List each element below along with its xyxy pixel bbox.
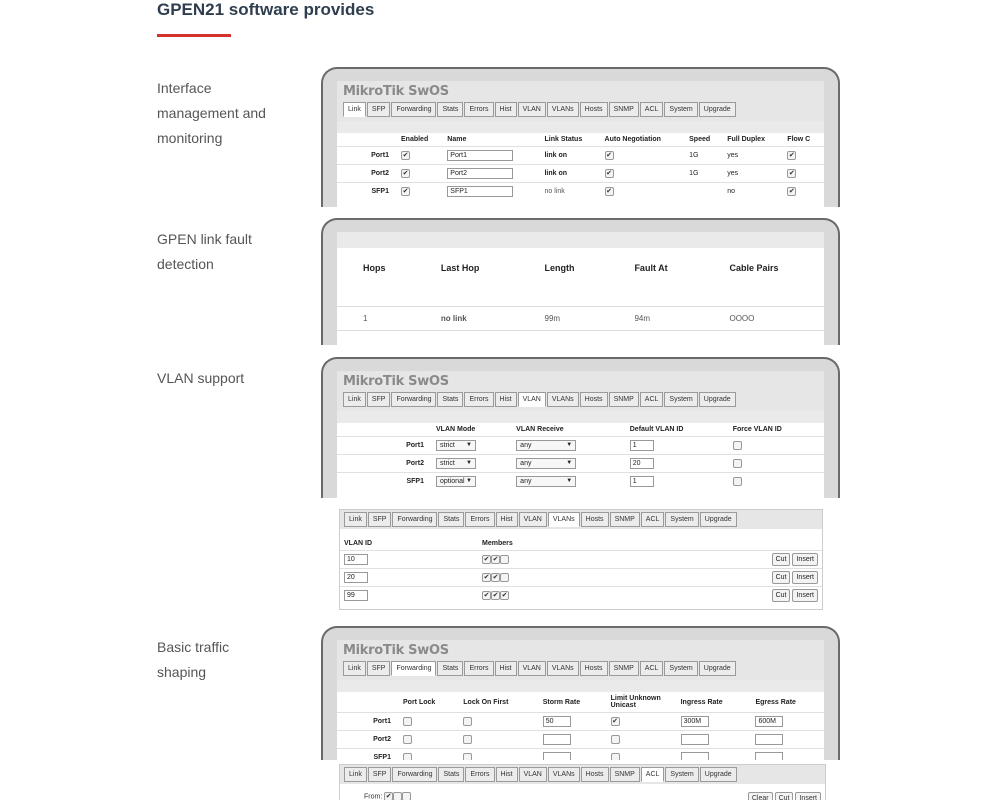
fault-screenshot bbox=[321, 218, 840, 345]
auto-negotiation-checkbox[interactable]: ✔ bbox=[606, 170, 612, 177]
tab-forwarding[interactable]: Forwarding bbox=[391, 102, 436, 117]
col-members: Members bbox=[482, 540, 513, 547]
auto-negotiation-checkbox[interactable]: ✔ bbox=[606, 152, 612, 159]
tab-link[interactable]: Link bbox=[343, 661, 366, 676]
tab-link[interactable]: Link bbox=[344, 767, 367, 782]
port-label: Port1 bbox=[337, 147, 397, 165]
col-speed: Speed bbox=[689, 136, 711, 143]
feature-label-fault: GPEN link fault detection bbox=[157, 231, 252, 272]
tab-vlan[interactable]: VLAN bbox=[519, 512, 547, 527]
link-status: link on bbox=[540, 165, 600, 183]
auto-negotiation-checkbox[interactable]: ✔ bbox=[606, 188, 612, 196]
forwarding-screenshot bbox=[321, 626, 840, 760]
acl-row bbox=[340, 784, 825, 800]
speed-value bbox=[685, 183, 723, 201]
tab-acl[interactable]: ACL bbox=[640, 392, 664, 407]
table-row bbox=[337, 731, 824, 749]
cut-button[interactable]: Cut bbox=[772, 571, 791, 584]
port-label: SFP1 bbox=[337, 473, 432, 491]
tab-hosts[interactable]: Hosts bbox=[581, 512, 609, 527]
tab-system[interactable]: System bbox=[664, 102, 697, 117]
limit-unknown-unicast-checkbox[interactable] bbox=[611, 735, 620, 744]
tab-snmp[interactable]: SNMP bbox=[609, 392, 639, 407]
port-label: Port1 bbox=[337, 713, 399, 731]
tab-bar bbox=[343, 661, 818, 676]
port-label: SFP1 bbox=[337, 183, 397, 201]
member-checkbox[interactable]: ✔ bbox=[483, 574, 490, 581]
tab-upgrade[interactable]: Upgrade bbox=[699, 102, 736, 117]
tab-system[interactable]: System bbox=[665, 512, 698, 527]
name-input[interactable]: Port1 bbox=[447, 150, 513, 161]
tab-snmp[interactable]: SNMP bbox=[610, 512, 640, 527]
tab-errors[interactable]: Errors bbox=[465, 767, 494, 782]
tab-acl[interactable]: ACL bbox=[641, 512, 665, 527]
from-label: From: bbox=[364, 792, 383, 800]
tab-hist[interactable]: Hist bbox=[496, 512, 518, 527]
table-row bbox=[337, 713, 824, 731]
port-label: Port2 bbox=[337, 455, 432, 473]
port-label: Port1 bbox=[337, 437, 432, 455]
table-row bbox=[337, 749, 824, 761]
tab-forwarding[interactable]: Forwarding bbox=[392, 767, 437, 782]
link-status: link on bbox=[540, 147, 600, 165]
col-force-vlan-id: Force VLAN ID bbox=[732, 426, 782, 433]
link-table bbox=[337, 133, 824, 201]
swos-logo: MikroTik SwOS bbox=[343, 374, 449, 389]
feature-label-interface: Interface management and monitoring bbox=[157, 80, 266, 146]
hops-value: 1 bbox=[337, 306, 415, 330]
tab-hosts[interactable]: Hosts bbox=[581, 767, 609, 782]
table-row bbox=[340, 587, 822, 605]
link-screenshot bbox=[321, 67, 840, 207]
vlan-table bbox=[337, 423, 824, 491]
cut-button[interactable]: Cut bbox=[772, 589, 791, 602]
feature-label-vlan: VLAN support bbox=[157, 370, 245, 386]
storm-rate-input[interactable]: 50 bbox=[543, 716, 571, 727]
ingress-rate-input[interactable] bbox=[681, 734, 709, 745]
storm-rate-input[interactable] bbox=[543, 734, 571, 745]
col-vlan-id: VLAN ID bbox=[344, 540, 372, 547]
tab-errors[interactable]: Errors bbox=[464, 102, 493, 117]
insert-button[interactable]: Insert bbox=[792, 553, 818, 566]
tab-hosts[interactable]: Hosts bbox=[580, 392, 608, 407]
feature-label-shaping: Basic traffic shaping bbox=[157, 639, 230, 680]
tab-forwarding[interactable]: Forwarding bbox=[391, 392, 436, 407]
tab-vlan[interactable]: VLAN bbox=[518, 102, 546, 117]
vlan-id-input[interactable]: 99 bbox=[344, 590, 368, 601]
member-checkbox[interactable]: ✔ bbox=[483, 556, 490, 563]
dropdown-arrow-icon: ▼ bbox=[466, 478, 472, 485]
egress-rate-input[interactable] bbox=[755, 734, 783, 745]
port-lock-checkbox[interactable] bbox=[403, 753, 412, 760]
swos-header bbox=[337, 81, 824, 121]
tab-vlans[interactable]: VLANs bbox=[547, 661, 579, 676]
col-port-lock: Port Lock bbox=[403, 698, 436, 706]
default-vlan-id-input[interactable]: 20 bbox=[630, 458, 654, 469]
tab-snmp[interactable]: SNMP bbox=[609, 661, 639, 676]
acl-panel bbox=[339, 764, 826, 800]
ingress-rate-input[interactable] bbox=[681, 752, 709, 760]
vlans-panel bbox=[339, 509, 823, 610]
tab-vlan[interactable]: VLAN bbox=[518, 661, 546, 676]
tab-sfp[interactable]: SFP bbox=[368, 767, 392, 782]
table-row bbox=[340, 551, 822, 569]
tab-link[interactable]: Link bbox=[343, 102, 366, 117]
col-lock-on-first: Lock On First bbox=[463, 698, 509, 706]
force-vlan-id-checkbox[interactable] bbox=[733, 441, 742, 450]
tab-system[interactable]: System bbox=[664, 392, 697, 407]
cut-button[interactable]: Cut bbox=[772, 553, 791, 566]
col-default-vlan-id: Default VLAN ID bbox=[629, 426, 684, 433]
col-cable-pairs: Cable Pairs bbox=[729, 263, 779, 273]
col-storm-rate: Storm Rate bbox=[542, 698, 581, 706]
table-row bbox=[337, 455, 824, 473]
tab-sfp[interactable]: SFP bbox=[367, 102, 391, 117]
cable-pairs-value: OOOO bbox=[703, 306, 824, 330]
tab-vlans[interactable]: VLANs bbox=[548, 767, 580, 782]
tab-stats[interactable]: Stats bbox=[437, 392, 463, 407]
tab-bar bbox=[344, 767, 821, 782]
port-label: Port2 bbox=[337, 165, 397, 183]
col-ingress-rate: Ingress Rate bbox=[680, 698, 723, 706]
speed-value: 1G bbox=[685, 147, 723, 165]
lock-on-first-checkbox[interactable] bbox=[463, 735, 472, 744]
tab-system[interactable]: System bbox=[665, 767, 698, 782]
tab-acl[interactable]: ACL bbox=[640, 661, 664, 676]
tab-bar bbox=[343, 392, 818, 407]
col-flow-control: Flow C bbox=[787, 136, 811, 143]
enabled-checkbox[interactable]: ✔ bbox=[402, 152, 409, 159]
col-enabled: Enabled bbox=[401, 136, 429, 143]
col-egress-rate: Egress Rate bbox=[755, 698, 796, 706]
member-checkbox[interactable] bbox=[500, 573, 509, 582]
limit-unknown-unicast-checkbox[interactable]: ✔ bbox=[612, 718, 619, 725]
link-status: no link bbox=[540, 183, 600, 201]
name-input[interactable]: SFP1 bbox=[447, 186, 513, 197]
flow-control-checkbox[interactable]: ✔ bbox=[788, 152, 795, 159]
heading-underline bbox=[157, 34, 231, 37]
member-checkbox[interactable]: ✔ bbox=[492, 574, 499, 581]
member-checkbox[interactable] bbox=[500, 555, 509, 564]
tab-upgrade[interactable]: Upgrade bbox=[700, 512, 737, 527]
default-vlan-id-input[interactable]: 1 bbox=[630, 476, 654, 487]
fault-at-value: 94m bbox=[608, 306, 703, 330]
col-full-duplex: Full Duplex bbox=[727, 136, 765, 143]
tab-hist[interactable]: Hist bbox=[496, 767, 518, 782]
dropdown-arrow-icon: ▼ bbox=[566, 442, 573, 448]
tab-errors[interactable]: Errors bbox=[464, 661, 493, 676]
tab-hist[interactable]: Hist bbox=[495, 392, 517, 407]
swos-logo: MikroTik SwOS bbox=[343, 84, 449, 99]
tab-errors[interactable]: Errors bbox=[465, 512, 494, 527]
force-vlan-id-checkbox[interactable] bbox=[733, 477, 742, 486]
force-vlan-id-checkbox[interactable] bbox=[733, 459, 742, 468]
tab-forwarding[interactable]: Forwarding bbox=[392, 512, 437, 527]
vlan-id-input[interactable]: 20 bbox=[344, 572, 368, 583]
tab-bar bbox=[343, 102, 818, 117]
tab-hist[interactable]: Hist bbox=[495, 102, 517, 117]
vlan-mode-select[interactable]: strict ▼ bbox=[436, 440, 476, 451]
length-value: 99m bbox=[519, 306, 609, 330]
col-length: Length bbox=[544, 263, 575, 273]
member-checkbox[interactable]: ✔ bbox=[483, 592, 490, 600]
name-input[interactable]: Port2 bbox=[447, 168, 513, 179]
dropdown-arrow-icon: ▼ bbox=[466, 442, 472, 448]
tab-system[interactable]: System bbox=[664, 661, 697, 676]
tab-acl[interactable]: ACL bbox=[640, 102, 664, 117]
clear-button[interactable]: Clear bbox=[748, 792, 773, 800]
col-link-status: Link Status bbox=[544, 136, 583, 143]
col-last-hop: Last Hop bbox=[440, 263, 480, 273]
table-row bbox=[337, 147, 824, 165]
vlan-id-input[interactable]: 10 bbox=[344, 554, 368, 565]
tab-stats[interactable]: Stats bbox=[438, 767, 464, 782]
vlans-table bbox=[340, 537, 822, 605]
from-checkbox[interactable] bbox=[402, 792, 411, 800]
fault-table bbox=[337, 248, 824, 331]
col-fault-at: Fault At bbox=[634, 263, 668, 273]
member-checkbox[interactable]: ✔ bbox=[501, 592, 508, 600]
tab-bar bbox=[344, 512, 818, 527]
tab-sfp[interactable]: SFP bbox=[367, 661, 391, 676]
vlan-mode-select[interactable]: strict ▼ bbox=[436, 458, 476, 469]
storm-rate-input[interactable] bbox=[543, 752, 571, 760]
tab-snmp[interactable]: SNMP bbox=[610, 767, 640, 782]
dropdown-arrow-icon: ▼ bbox=[566, 460, 573, 466]
tab-vlan[interactable]: VLAN bbox=[518, 392, 546, 407]
tab-hist[interactable]: Hist bbox=[495, 661, 517, 676]
insert-button[interactable]: Insert bbox=[795, 792, 821, 800]
table-row bbox=[337, 437, 824, 455]
tab-upgrade[interactable]: Upgrade bbox=[699, 392, 736, 407]
table-row bbox=[337, 306, 824, 330]
tab-upgrade[interactable]: Upgrade bbox=[700, 767, 737, 782]
enabled-checkbox[interactable]: ✔ bbox=[402, 170, 409, 177]
tab-sfp[interactable]: SFP bbox=[368, 512, 392, 527]
from-checkbox[interactable]: ✔ bbox=[385, 792, 392, 800]
ingress-rate-input[interactable]: 300M bbox=[681, 716, 709, 727]
tab-stats[interactable]: Stats bbox=[438, 512, 464, 527]
table-row bbox=[337, 183, 824, 201]
vlan-receive-select[interactable]: any ▼ bbox=[516, 458, 576, 469]
table-row bbox=[337, 473, 824, 491]
default-vlan-id-input[interactable]: 1 bbox=[630, 440, 654, 451]
tab-acl[interactable]: ACL bbox=[641, 767, 665, 782]
tab-link[interactable]: Link bbox=[344, 512, 367, 527]
swos-logo: MikroTik SwOS bbox=[343, 643, 449, 658]
col-vlan-mode: VLAN Mode bbox=[436, 426, 476, 433]
tab-stats[interactable]: Stats bbox=[437, 661, 463, 676]
port-lock-checkbox[interactable] bbox=[403, 717, 412, 726]
dropdown-arrow-icon: ▼ bbox=[566, 478, 573, 485]
speed-value: 1G bbox=[685, 165, 723, 183]
limit-unknown-unicast-checkbox[interactable] bbox=[611, 753, 620, 760]
dropdown-arrow-icon: ▼ bbox=[466, 460, 472, 466]
last-hop-value: no link bbox=[415, 306, 519, 330]
page-title: GPEN21 software provides bbox=[157, 0, 375, 19]
col-auto-negotiation: Auto Negotiation bbox=[604, 136, 661, 143]
member-checkbox[interactable]: ✔ bbox=[492, 556, 499, 563]
enabled-checkbox[interactable]: ✔ bbox=[402, 188, 409, 196]
vlan-receive-select[interactable]: any ▼ bbox=[516, 476, 576, 487]
col-name: Name bbox=[447, 136, 467, 143]
duplex-value: yes bbox=[723, 165, 783, 183]
tab-hosts[interactable]: Hosts bbox=[580, 661, 608, 676]
tab-link[interactable]: Link bbox=[343, 392, 366, 407]
col-vlan-receive: VLAN Receive bbox=[516, 426, 564, 433]
insert-button[interactable]: Insert bbox=[792, 589, 818, 602]
table-row bbox=[340, 569, 822, 587]
egress-rate-input[interactable]: 600M bbox=[755, 716, 783, 727]
tab-forwarding[interactable]: Forwarding bbox=[391, 661, 436, 676]
duplex-value: yes bbox=[723, 147, 783, 165]
egress-rate-input[interactable] bbox=[755, 752, 783, 760]
tab-vlans[interactable]: VLANs bbox=[547, 392, 579, 407]
tab-errors[interactable]: Errors bbox=[464, 392, 493, 407]
col-limit-unknown-unicast: Limit Unknown Unicast bbox=[610, 695, 661, 709]
cut-button[interactable]: Cut bbox=[775, 792, 794, 800]
port-lock-checkbox[interactable] bbox=[403, 735, 412, 744]
lock-on-first-checkbox[interactable] bbox=[463, 717, 472, 726]
tab-sfp[interactable]: SFP bbox=[367, 392, 391, 407]
insert-button[interactable]: Insert bbox=[792, 571, 818, 584]
port-label: Port2 bbox=[337, 731, 399, 749]
tab-vlan[interactable]: VLAN bbox=[519, 767, 547, 782]
tab-snmp[interactable]: SNMP bbox=[609, 102, 639, 117]
port-label: SFP1 bbox=[337, 749, 399, 761]
table-row bbox=[337, 165, 824, 183]
duplex-value: no bbox=[723, 183, 783, 201]
member-checkbox[interactable]: ✔ bbox=[492, 592, 499, 600]
tab-upgrade[interactable]: Upgrade bbox=[699, 661, 736, 676]
vlan-receive-select[interactable]: any ▼ bbox=[516, 440, 576, 451]
vlan-mode-select[interactable]: optional ▼ bbox=[436, 476, 476, 487]
forwarding-table bbox=[337, 692, 824, 760]
tab-vlans[interactable]: VLANs bbox=[548, 512, 580, 527]
tab-vlans[interactable]: VLANs bbox=[547, 102, 579, 117]
vlan-screenshot bbox=[321, 357, 840, 498]
tab-hosts[interactable]: Hosts bbox=[580, 102, 608, 117]
col-hops: Hops bbox=[363, 263, 386, 273]
tab-stats[interactable]: Stats bbox=[437, 102, 463, 117]
flow-control-checkbox[interactable]: ✔ bbox=[788, 170, 795, 177]
from-checkbox[interactable] bbox=[393, 792, 402, 800]
flow-control-checkbox[interactable]: ✔ bbox=[788, 188, 795, 196]
lock-on-first-checkbox[interactable] bbox=[463, 753, 472, 760]
